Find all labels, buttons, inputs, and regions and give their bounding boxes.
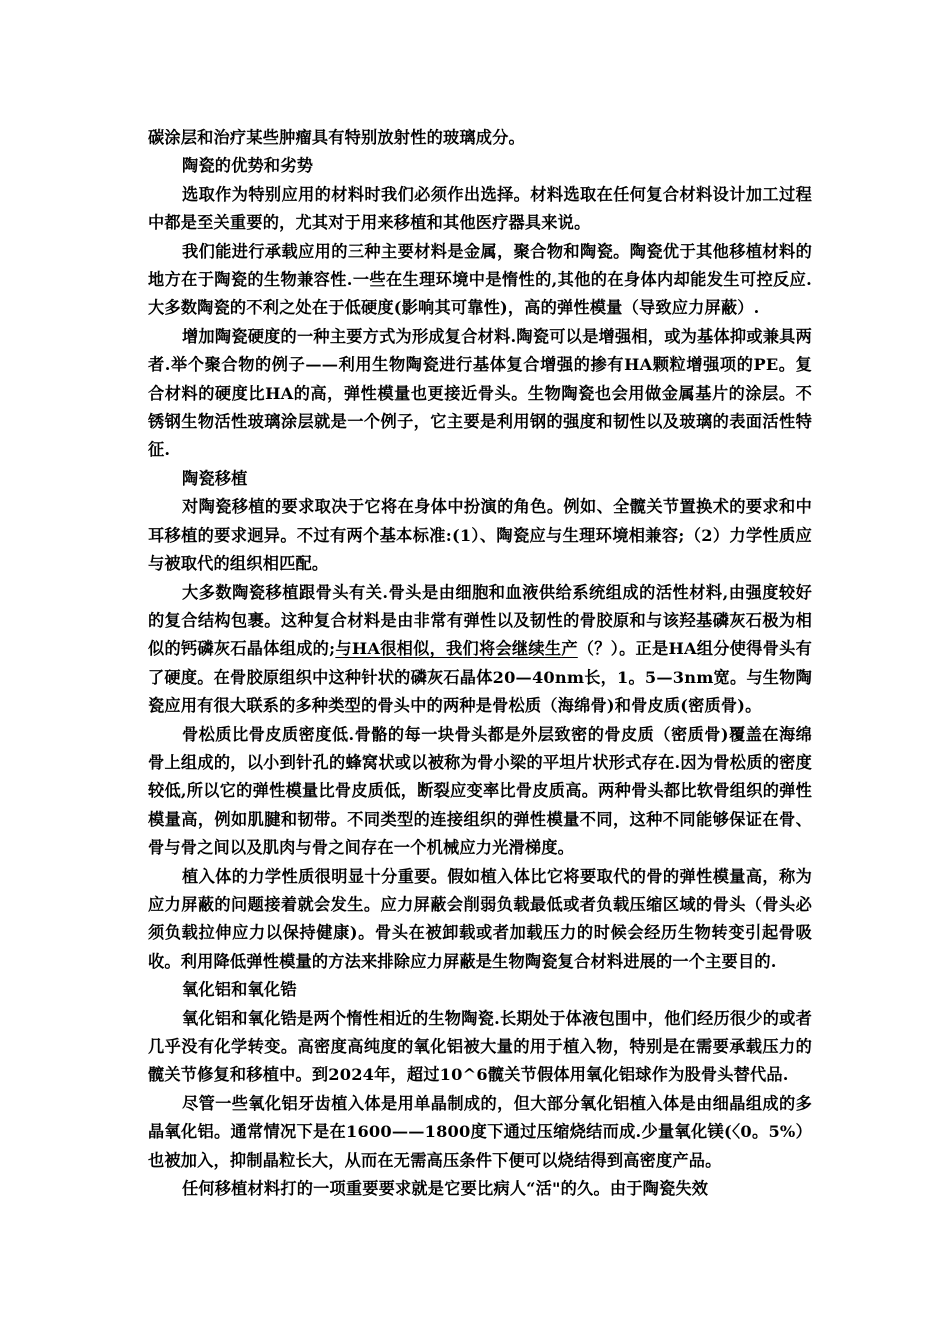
paragraph-7: 骨松质比骨皮质密度低.骨骼的每一块骨头都是外层致密的骨皮质（密质骨)覆盖在海绵骨上组成的，以小到针孔的蜂窝状或以被称为骨小梁的平坦片状形式存在.因为骨松质的密度较低,所以它的弹性模量比骨皮质低，断裂应变率比骨皮质高。两种骨头都比软骨组织的弹性模量高，例如肌腱和韧带。不同类型的连接组织的弹性模量不同，这种不同能够保证在骨、骨与骨之间以及肌肉与骨之间存在一个机械应力光滑梯度。 xyxy=(148,724,812,858)
paragraph-2: 选取作为特别应用的材料时我们必须作出选择。材料选取在任何复合材料设计加工过程中都是至关重要的，尤其对于用来移植和其他医疗器具来说。 xyxy=(148,184,812,233)
paragraph-1: 碳涂层和治疗某些肿瘤具有特别放射性的玻璃成分。 xyxy=(148,128,525,147)
paragraph-3: 我们能进行承载应用的三种主要材料是金属，聚合物和陶瓷。陶瓷优于其他移植材料的地方在于陶瓷的生物兼容性.一些在生理环境中是惰性的,其他的在身体内却能发生可控反应.大多数陶瓷的不利之处在于低硬度(影响其可靠性)，高的弹性模量（导致应力屏蔽）. xyxy=(148,241,812,318)
paragraph-6-before: 大多数陶瓷移植跟骨头有关.骨头是由细胞和血液供给系统组成的活性材料,由强度较好的复合结构包裹。这种复合材料是由非常有弹性以及韧性的骨胶原和与该羟基磷灰石极为相似的钙磷灰石晶体组成的; xyxy=(148,582,812,659)
section-heading-alumina: 氧化铝和氧化锆 xyxy=(182,980,297,1000)
paragraph-6 xyxy=(148,579,812,721)
paragraph-5: 对陶瓷移植的要求取决于它将在身体中扮演的角色。例如、全髋关节置换术的要求和中耳移植的要求迥异。不过有两个基本标准:(1）、陶瓷应与生理环境相兼容;（2）力学性质应与被取代的组织相匹配。 xyxy=(148,497,812,574)
paragraph-4: 增加陶瓷硬度的一种主要方式为形成复合材料.陶瓷可以是增强相，或为基体抑或兼具两者.举个聚合物的例子——利用生物陶瓷进行基体复合增强的掺有HA颗粒增强项的PE。复合材料的硬度比HA的高，弹性模量也更接近骨头。生物陶瓷也会用做金属基片的涂层。不锈钢生物活性玻璃涂层就是一个例子，它主要是利用钢的强度和韧性以及玻璃的表面活性特征. xyxy=(148,326,812,460)
section-heading-implants: 陶瓷移植 xyxy=(182,468,248,488)
section-heading-advantages: 陶瓷的优势和劣势 xyxy=(182,156,314,176)
paragraph-8: 植入体的力学性质很明显十分重要。假如植入体比它将要取代的骨的弹性模量高，称为应力屏蔽的问题接着就会发生。应力屏蔽会削弱负载最低或者负载压缩区域的骨头（骨头必须负载拉伸应力以保持健康)。骨头在被卸载或者加载压力的时候会经历生物转变引起骨吸收。利用降低弹性模量的方法来排除应力屏蔽是生物陶瓷复合材料进展的一个主要目的. xyxy=(148,866,812,971)
paragraph-10: 尽管一些氧化铝牙齿植入体是用单晶制成的，但大部分氧化铝植入体是由细晶组成的多晶氧化铝。通常情况下是在1600——1800度下通过压缩烧结而成.少量氧化镁(〈0。5%）也被加入，抑制晶粒长大，从而在无需高压条件下便可以烧结得到高密度产品。 xyxy=(148,1093,812,1170)
paragraph-6-underlined: 与HA很相似，我们将会继续生产 xyxy=(335,639,578,659)
paragraph-9: 氧化铝和氧化锆是两个惰性相近的生物陶瓷.长期处于体液包围中，他们经历很少的或者几乎没有化学转变。高密度高纯度的氧化铝被大量的用于植入物，特别是在需要承载压力的髋关节修复和移植中。到2024年，超过10^6髋关节假体用氧化铝球作为股骨头替代品. xyxy=(148,1008,812,1085)
paragraph-11: 任何移植材料打的一项重要要求就是它要比病人“活"的久。由于陶瓷失效 xyxy=(182,1179,709,1199)
paragraph-6-after: （？）。正是HA组分使得骨头有了硬度。在骨胶原组织中这种针状的磷灰石晶体20—40nm长，1。5—3nm宽。与生物陶瓷应用有很大联系的多种类型的骨头中的两种是骨松质（海绵骨)和骨皮质(密质骨)。 xyxy=(148,639,812,716)
body-text xyxy=(148,124,812,1203)
